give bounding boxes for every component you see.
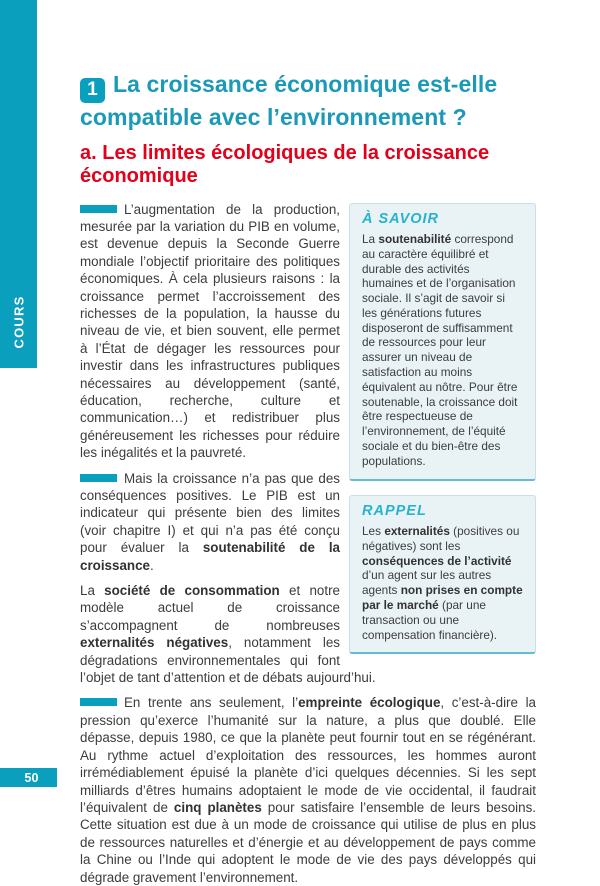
- content-area: [80, 70, 536, 886]
- cours-tab-band: [0, 0, 37, 368]
- a-savoir-header: À SAVOIR: [362, 210, 440, 227]
- paragraph-marker-bar: [80, 474, 117, 482]
- section-title-text: La croissance économique est-elle compatible avec l’environnement ?: [80, 71, 498, 130]
- rappel-text: Les externalités (positives ou négatives) sont les conséquences de l’activité d’un agent sur les autres agents non prises en compte par le marché (par une transaction ou une compensation financière).: [362, 524, 523, 642]
- rappel-header: RAPPEL: [362, 502, 427, 519]
- paragraph-4: [80, 694, 536, 885]
- paragraph-marker-bar: [80, 205, 117, 213]
- subsection-title: a. Les limites écologiques de la croissance économique: [80, 141, 490, 187]
- paragraph-3-text: La société de consommation et notre modèle actuel de croissance s’accompagnent de nombreuses externalités négatives, notamment les dégradations environnementales qui font l’objet de tant d’attention et de débats aujourd’hui.: [80, 583, 376, 686]
- paragraph-2-text: Mais la croissance n’a pas que des conséquences positives. Le PIB est un indicateur qui présente bien des limites (voir chapitre I) et qui n’a pas été conçu pour évaluer la soutenabilité de la croissance.: [80, 470, 340, 573]
- cours-tab-label: COURS: [11, 295, 26, 349]
- section-number-badge: 1: [80, 78, 105, 103]
- page-number-badge: [0, 768, 57, 787]
- a-savoir-text: La soutenabilité correspond au caractère équilibré et durable des activités humaines et de l’organisation sociale. Il s’agit de savoir si les générations futures disposeront de suffisamment de ressources pour leur assurer un niveau de satisfaction au moins équivalent au nôtre. Pour être soutenable, la croissance doit être respectueuse de l’environnement, de l’équité sociale et du bien-être des populations.: [362, 231, 518, 468]
- page-number: 50: [24, 770, 39, 785]
- rappel-box: [349, 495, 536, 655]
- paragraph-4-text: En trente ans seulement, l’empreinte écologique, c’est-à-dire la pression qu’exerce l’humanité sur la nature, a plus que doublé. Elle dépasse, depuis 1980, ce que la planète peut fournir tout en se régénérant. Au rythme actuel d’exploitation des ressources, les hommes auront irrémédiablement épuisé la planète d’ici quelques décennies. Si les sept milliards d’êtres humains adoptaient le mode de vie occidental, il faudrait l’équivalent de cinq planètes pour satisfaire l’ensemble de leurs besoins. Cette situation est due à un mode de croissance qui utilise de plus en plus de ressources naturelles et d’énergie et au développement de pays comme la Chine ou l’Inde qui adoptent le mode de vie des pays développés qui dégrade gravement l’environnement.: [80, 695, 536, 885]
- paragraph-1-text: L’augmentation de la production, mesurée par la variation du PIB en volume, est devenue depuis la Seconde Guerre mondiale l’objectif prioritaire des politiques économiques. À cela plusieurs raisons : la croissance permet l’accroissement des richesses de la population, la hausse du niveau de vie, et bien souvent, elle permet à l’État de dégager les ressources pour investir dans les infrastructures publiques nécessaires au développement (santé, éducation, recherche, culture et communication…) et redistribuer plus généreusement les richesses pour réduire les inégalités et la pauvreté.: [80, 201, 340, 461]
- paragraph-marker-bar: [80, 698, 117, 706]
- body-text: [80, 201, 536, 886]
- section-title: [80, 70, 536, 131]
- a-savoir-box: [349, 203, 536, 481]
